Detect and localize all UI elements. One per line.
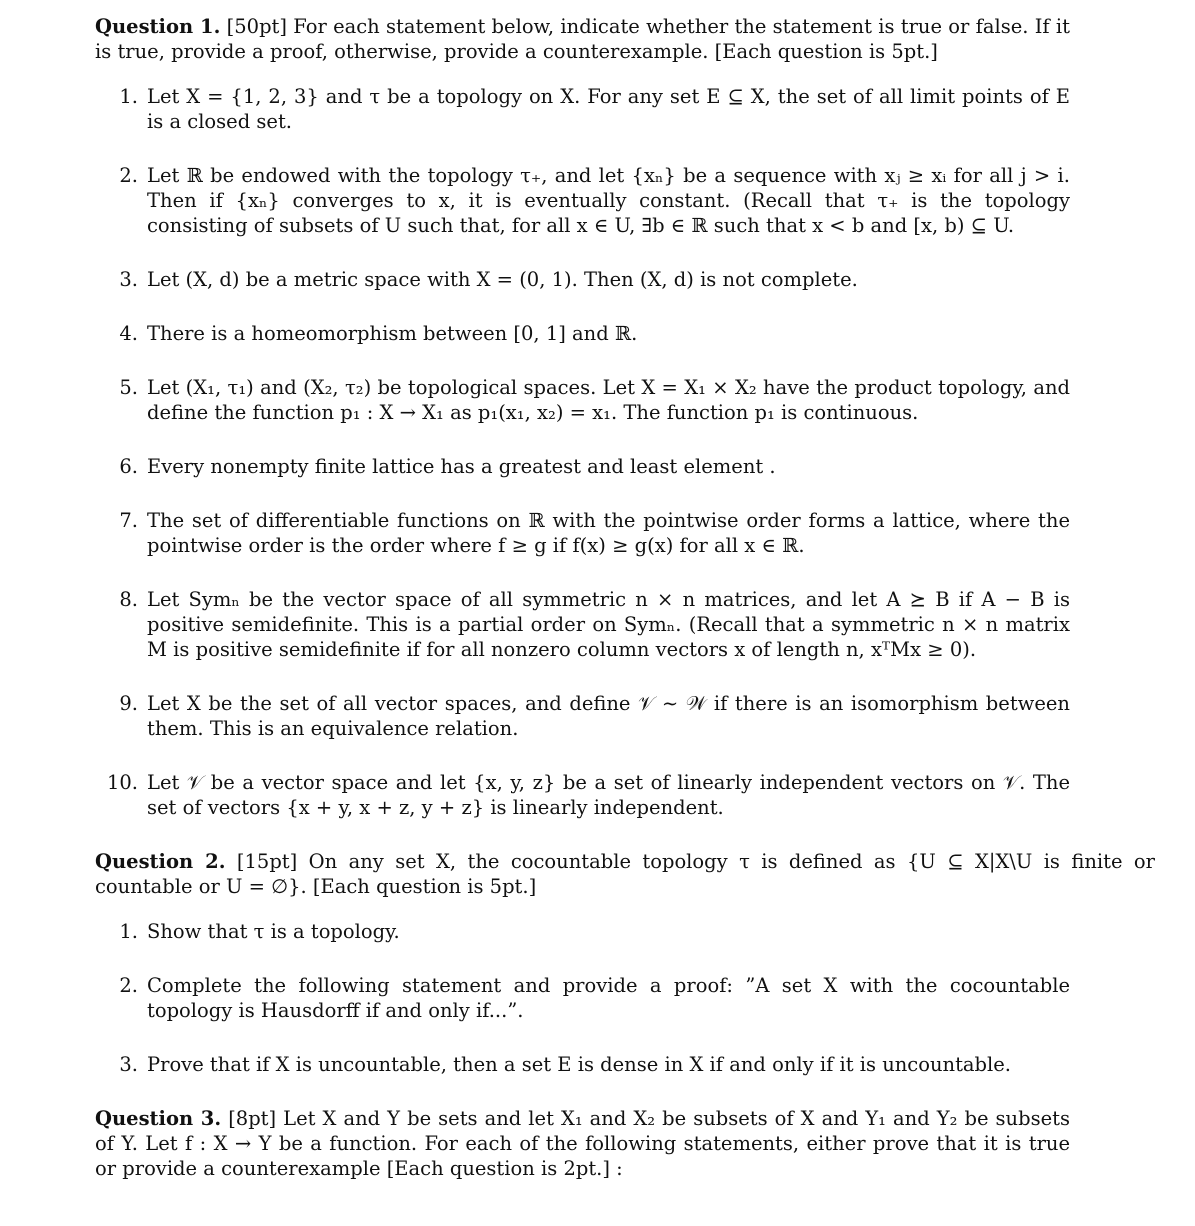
question-3-heading [95,1106,1070,1181]
item-text: Show that τ is a topology. [147,920,400,943]
q1-item-2 [95,163,1070,238]
item-text: Let X be the set of all vector spaces, and define 𝒱 ∼ 𝒲 if there is an isomorphism between them. This is an equivalence relation. [147,692,1070,740]
q1-item-8 [95,587,1070,662]
item-number: 8. [119,588,138,611]
item-text: Let 𝒱 be a vector space and let {x, y, z} be a set of linearly independent vectors on 𝒱. The set of vectors {x + y, x + z, y + z} is linearly independent. [147,771,1070,819]
q1-item-5 [95,375,1070,425]
q2-item-2 [95,973,1070,1023]
item-number: 1. [119,85,138,108]
item-number: 7. [119,509,138,532]
question-1 [95,14,1070,820]
question-3 [95,1106,1070,1181]
question-2 [95,849,1155,1077]
item-number: 1. [119,920,138,943]
item-text: Complete the following statement and provide a proof: ”A set X with the cocountable topology is Hausdorff if and only if...”. [147,974,1070,1022]
item-text: Let (X, d) be a metric space with X = (0, 1). Then (X, d) is not complete. [147,268,858,291]
q2-item-1 [95,919,1070,944]
q1-item-7 [95,508,1070,558]
item-text: Every nonempty finite lattice has a greatest and least element . [147,455,776,478]
question-1-items [95,84,1070,820]
item-number: 2. [119,164,138,187]
item-text: There is a homeomorphism between [0, 1] and ℝ. [147,322,638,345]
item-number: 5. [119,376,138,399]
item-text: Let ℝ be endowed with the topology τ₊, and let {xₙ} be a sequence with xⱼ ≥ xᵢ for all j > i. Then if {xₙ} converges to x, it is eventually constant. (Recall that τ₊ is the topology consisting of subsets of U such that, for all x ∈ U, ∃b ∈ ℝ such that x < b and [x, b) ⊆ U. [147,164,1070,237]
item-number: 10. [106,771,138,794]
question-3-label: Question 3. [95,1107,222,1130]
question-2-items [95,919,1070,1077]
item-text: Let (X₁, τ₁) and (X₂, τ₂) be topological spaces. Let X = X₁ × X₂ have the product topology, and define the function p₁ : X → X₁ as p₁(x₁, x₂) = x₁. The function p₁ is continuous. [147,376,1070,424]
item-text: Let Symₙ be the vector space of all symmetric n × n matrices, and let A ⪰ B if A − B is positive semidefinite. This is a partial order on Symₙ. (Recall that a symmetric n × n matrix M is positive semidefinite if for all nonzero column vectors x of length n, xᵀMx ≥ 0). [147,588,1070,661]
question-2-heading [95,849,1155,899]
q1-item-1 [95,84,1070,134]
question-1-heading [95,14,1070,64]
question-2-label: Question 2. [95,850,226,873]
item-number: 4. [119,322,138,345]
item-text: Prove that if X is uncountable, then a set E is dense in X if and only if it is uncountable. [147,1053,1012,1076]
question-3-text: [8pt] Let X and Y be sets and let X₁ and X₂ be subsets of X and Y₁ and Y₂ be subsets of Y. Let f : X → Y be a function. For each of the following statements, either prove that it is true or provide a counterexample [Each question is 2pt.] : [95,1107,1070,1180]
item-number: 2. [119,974,138,997]
question-1-text: [50pt] For each statement below, indicate whether the statement is true or false. If it is true, provide a proof, otherwise, provide a counterexample. [Each question is 5pt.] [95,15,1070,63]
exam-page [95,14,1155,1181]
q1-item-10 [95,770,1070,820]
item-text: Let X = {1, 2, 3} and τ be a topology on X. For any set E ⊆ X, the set of all limit points of E is a closed set. [147,85,1070,133]
q1-item-4 [95,321,1070,346]
item-text: The set of differentiable functions on ℝ with the pointwise order forms a lattice, where the pointwise order is the order where f ≥ g if f(x) ≥ g(x) for all x ∈ ℝ. [147,509,1070,557]
q1-item-3 [95,267,1070,292]
item-number: 3. [119,1053,138,1076]
q1-item-9 [95,691,1070,741]
question-2-text: [15pt] On any set X, the cocountable topology τ is defined as {U ⊆ X|X\U is finite or countable or U = ∅}. [Each question is 5pt.] [95,850,1155,898]
q1-item-6 [95,454,1070,479]
q2-item-3 [95,1052,1070,1077]
question-1-label: Question 1. [95,15,221,38]
item-number: 6. [119,455,138,478]
item-number: 3. [119,268,138,291]
item-number: 9. [119,692,138,715]
